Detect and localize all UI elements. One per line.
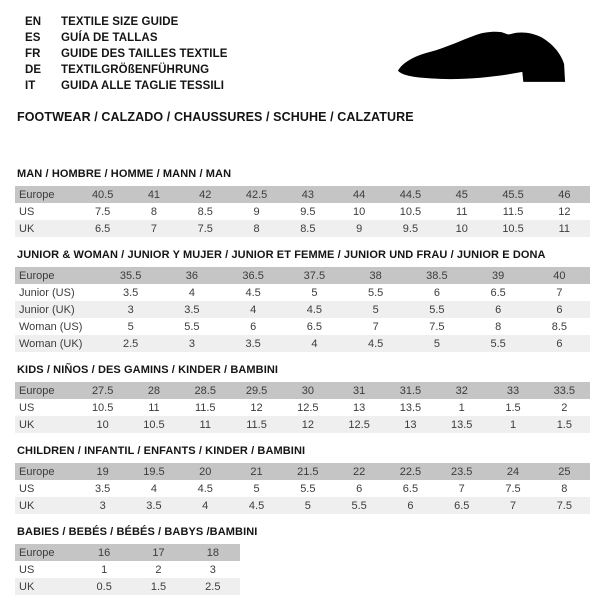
- size-cell: 12: [558, 205, 571, 218]
- size-cell: 12: [301, 418, 314, 431]
- size-table-junior-woman: [15, 249, 585, 352]
- size-cell: 33: [506, 384, 520, 397]
- size-cell: 4.5: [367, 337, 384, 350]
- size-cell: 10.5: [143, 418, 165, 431]
- size-cell: 41: [147, 188, 161, 201]
- size-cell: 19.5: [143, 465, 165, 478]
- size-cell: 21: [250, 465, 263, 478]
- size-cell: 5.5: [184, 320, 200, 333]
- size-cell: 1.5: [505, 401, 521, 414]
- size-cell: 8: [253, 222, 260, 235]
- language-label: GUIDA ALLE TAGLIE TESSILI: [61, 80, 225, 92]
- size-cell: 25: [558, 465, 571, 478]
- size-cell: 1: [101, 563, 108, 576]
- row-label: Europe: [19, 384, 55, 397]
- size-cell: 42: [199, 188, 212, 201]
- size-cell: 11.5: [502, 205, 524, 218]
- size-cell: 21.5: [297, 465, 319, 478]
- size-cell: 16: [98, 546, 111, 559]
- size-cell: 22: [353, 465, 366, 478]
- size-table-man: [15, 168, 585, 237]
- size-cell: 4: [202, 499, 209, 512]
- row-label: US: [19, 563, 35, 576]
- size-cell: 18: [206, 546, 219, 559]
- size-cell: 4.5: [306, 303, 323, 316]
- size-cell: 10: [455, 222, 468, 235]
- size-cell: 7.5: [556, 499, 572, 512]
- row-label: Junior (US): [19, 286, 75, 299]
- size-cell: 1: [509, 418, 517, 431]
- size-cell: 7.5: [429, 320, 445, 333]
- size-table-babies: [15, 526, 585, 595]
- size-cell: 24: [506, 465, 520, 478]
- size-cell: 7: [556, 286, 563, 299]
- size-cell: 29.5: [245, 384, 268, 397]
- size-cell: 46: [558, 188, 571, 201]
- size-cell: 13.5: [399, 401, 422, 414]
- size-cell: 31.5: [399, 384, 422, 397]
- row-label: Woman (UK): [19, 337, 83, 350]
- size-cell: 35.5: [119, 269, 142, 282]
- size-cell: 13: [353, 401, 366, 414]
- size-cell: 9: [253, 205, 260, 218]
- size-cell: 6.5: [454, 499, 470, 512]
- category-title: FOOTWEAR / CALZADO / CHAUSSURES / SCHUHE / CALZATURE: [17, 110, 414, 124]
- table-row: [15, 544, 240, 561]
- size-cell: 5.5: [300, 482, 316, 495]
- size-cell: 23.5: [451, 465, 473, 478]
- size-cell: 13.5: [451, 418, 473, 431]
- row-label: Woman (US): [19, 320, 83, 333]
- size-cell: 33.5: [553, 384, 576, 397]
- size-cell: 36.5: [242, 269, 264, 282]
- size-cell: 45: [455, 188, 468, 201]
- shoe-icon: [396, 30, 580, 88]
- size-cell: 11: [456, 205, 468, 218]
- table-row: [15, 399, 590, 416]
- size-cell: 42.5: [245, 188, 268, 201]
- size-table-children: [15, 445, 585, 514]
- size-cell: 11: [199, 418, 211, 431]
- table-row: [15, 220, 590, 237]
- size-cell: 5: [304, 499, 311, 512]
- size-cell: 4: [311, 337, 318, 350]
- size-cell: 1.5: [150, 580, 167, 593]
- size-cell: 12.5: [297, 401, 319, 414]
- size-cell: 7.5: [95, 205, 111, 218]
- size-cell: 9.5: [300, 205, 316, 218]
- size-cell: 40: [553, 269, 566, 282]
- size-cell: 5: [433, 337, 440, 350]
- size-cell: 30: [301, 384, 314, 397]
- size-table: [15, 463, 590, 514]
- size-cell: 6: [556, 303, 563, 316]
- size-cell: 38: [369, 269, 382, 282]
- size-cell: 1.5: [556, 418, 572, 431]
- size-cell: 3.5: [245, 337, 261, 350]
- size-table: [15, 382, 590, 433]
- size-cell: 5.5: [429, 303, 445, 316]
- table-row: [15, 382, 590, 399]
- size-cell: 6.5: [490, 286, 506, 299]
- size-cell: 3: [127, 303, 134, 316]
- size-cell: 6: [433, 286, 440, 299]
- size-cell: 12.5: [348, 418, 370, 431]
- table-row: [15, 578, 240, 595]
- size-cell: 32: [455, 384, 468, 397]
- table-row: [15, 335, 590, 352]
- language-label: GUÍA DE TALLAS: [61, 32, 158, 44]
- size-cell: 11.5: [194, 401, 216, 414]
- size-cell: 8: [495, 320, 502, 333]
- size-cell: 3: [209, 563, 216, 576]
- size-cell: 6: [356, 482, 363, 495]
- size-cell: 10: [96, 418, 109, 431]
- table-row: [15, 318, 590, 335]
- table-row: [15, 416, 590, 433]
- size-cell: 4: [150, 482, 157, 495]
- row-label: US: [19, 401, 35, 414]
- size-table: [15, 186, 590, 237]
- row-label: Junior (UK): [19, 303, 75, 316]
- row-label: Europe: [19, 269, 55, 282]
- size-cell: 4: [188, 286, 195, 299]
- size-cell: 27.5: [91, 384, 114, 397]
- size-cell: 36: [185, 269, 198, 282]
- size-cell: 39: [492, 269, 505, 282]
- size-cell: 11: [558, 222, 571, 235]
- size-cell: 6.5: [402, 482, 419, 495]
- size-cell: 8.5: [300, 222, 316, 235]
- language-label: TEXTILGRÖßENFÜHRUNG: [61, 64, 210, 76]
- size-cell: 7.5: [505, 482, 521, 495]
- size-cell: 5.5: [367, 286, 384, 299]
- size-cell: 43: [301, 188, 314, 201]
- row-label: Europe: [19, 546, 55, 559]
- size-cell: 12: [250, 401, 263, 414]
- size-cell: 40.5: [91, 188, 114, 201]
- size-cell: 7: [150, 222, 157, 235]
- table-row: [15, 267, 590, 284]
- size-cell: 6.5: [95, 222, 111, 235]
- size-cell: 6: [556, 337, 563, 350]
- size-cell: 3.5: [184, 303, 200, 316]
- size-cell: 3: [99, 499, 106, 512]
- row-label: Europe: [19, 188, 55, 201]
- size-cell: 22.5: [399, 465, 422, 478]
- table-row: [15, 480, 590, 497]
- size-cell: 6: [407, 499, 414, 512]
- size-cell: 8: [150, 205, 157, 218]
- size-cell: 4.5: [248, 499, 265, 512]
- table-row: [15, 497, 590, 514]
- size-cell: 10.5: [91, 401, 114, 414]
- row-label: US: [19, 205, 35, 218]
- size-cell: 3: [188, 337, 195, 350]
- size-cell: 3.5: [146, 499, 162, 512]
- language-code: FR: [25, 48, 41, 60]
- size-cell: 45.5: [502, 188, 524, 201]
- size-cell: 1: [458, 401, 465, 414]
- size-cell: 3.5: [122, 286, 139, 299]
- size-cell: 9: [356, 222, 363, 235]
- row-label: US: [19, 482, 35, 495]
- size-cell: 28: [147, 384, 161, 397]
- size-cell: 8.5: [551, 320, 568, 333]
- size-cell: 2.5: [122, 337, 139, 350]
- size-cell: 0.5: [96, 580, 112, 593]
- size-tables: [15, 154, 585, 595]
- size-cell: 2.5: [205, 580, 221, 593]
- table-row: [15, 561, 240, 578]
- size-table: [15, 544, 240, 595]
- size-cell: 10.5: [399, 205, 422, 218]
- size-cell: 2: [155, 563, 162, 576]
- size-cell: 13: [404, 418, 417, 431]
- size-cell: 2: [561, 401, 568, 414]
- size-cell: 5: [127, 320, 134, 333]
- table-row: [15, 284, 590, 301]
- size-cell: 19: [96, 465, 109, 478]
- table-row: [15, 301, 590, 318]
- row-label: Europe: [19, 465, 55, 478]
- table-title: MAN / HOMBRE / HOMME / MANN / MAN: [17, 168, 232, 180]
- row-label: UK: [19, 222, 35, 235]
- size-cell: 3.5: [95, 482, 111, 495]
- size-cell: 9.5: [402, 222, 419, 235]
- table-title: KIDS / NIÑOS / DES GAMINS / KINDER / BAMBINI: [17, 364, 279, 376]
- language-label: GUIDE DES TAILLES TEXTILE: [61, 48, 228, 60]
- table-title: CHILDREN / INFANTIL / ENFANTS / KINDER / BAMBINI: [17, 445, 306, 457]
- row-label: UK: [19, 499, 35, 512]
- language-code: DE: [25, 64, 42, 76]
- size-cell: 44: [353, 188, 366, 201]
- language-code: ES: [25, 32, 41, 44]
- size-cell: 8: [561, 482, 568, 495]
- table-row: [15, 203, 590, 220]
- size-cell: 10.5: [502, 222, 524, 235]
- language-row: [25, 14, 600, 30]
- size-cell: 8.5: [197, 205, 213, 218]
- size-cell: 7.5: [197, 222, 213, 235]
- size-cell: 5.5: [351, 499, 367, 512]
- size-cell: 5.5: [490, 337, 506, 350]
- language-code: EN: [25, 16, 42, 28]
- language-label: TEXTILE SIZE GUIDE: [61, 16, 179, 28]
- size-cell: 17: [152, 546, 165, 559]
- size-cell: 11: [148, 401, 160, 414]
- size-cell: 37.5: [303, 269, 326, 282]
- size-cell: 5: [311, 286, 318, 299]
- size-cell: 44.5: [399, 188, 422, 201]
- size-cell: 4: [250, 303, 257, 316]
- size-cell: 20: [199, 465, 212, 478]
- table-row: [15, 186, 590, 203]
- size-table: [15, 267, 590, 352]
- size-cell: 4.5: [245, 286, 261, 299]
- size-cell: 6: [250, 320, 257, 333]
- size-cell: 6.5: [306, 320, 323, 333]
- table-title: JUNIOR & WOMAN / JUNIOR Y MUJER / JUNIOR ET FEMME / JUNIOR UND FRAU / JUNIOR E DONA: [17, 249, 546, 261]
- size-cell: 31: [353, 384, 366, 397]
- size-cell: 7: [458, 482, 465, 495]
- table-title: BABIES / BEBÉS / BÉBÉS / BABYS /BAMBINI: [17, 526, 258, 538]
- size-cell: 10: [353, 205, 366, 218]
- size-cell: 28.5: [194, 384, 216, 397]
- language-code: IT: [25, 80, 36, 92]
- size-cell: 5: [372, 303, 379, 316]
- size-cell: 6: [495, 303, 502, 316]
- row-label: UK: [19, 580, 35, 593]
- row-label: UK: [19, 418, 35, 431]
- size-cell: 11.5: [246, 418, 267, 431]
- size-cell: 38.5: [426, 269, 448, 282]
- size-cell: 7: [372, 320, 379, 333]
- size-cell: 7: [509, 499, 517, 512]
- size-cell: 5: [253, 482, 260, 495]
- table-row: [15, 463, 590, 480]
- size-cell: 4.5: [197, 482, 213, 495]
- size-table-kids: [15, 364, 585, 433]
